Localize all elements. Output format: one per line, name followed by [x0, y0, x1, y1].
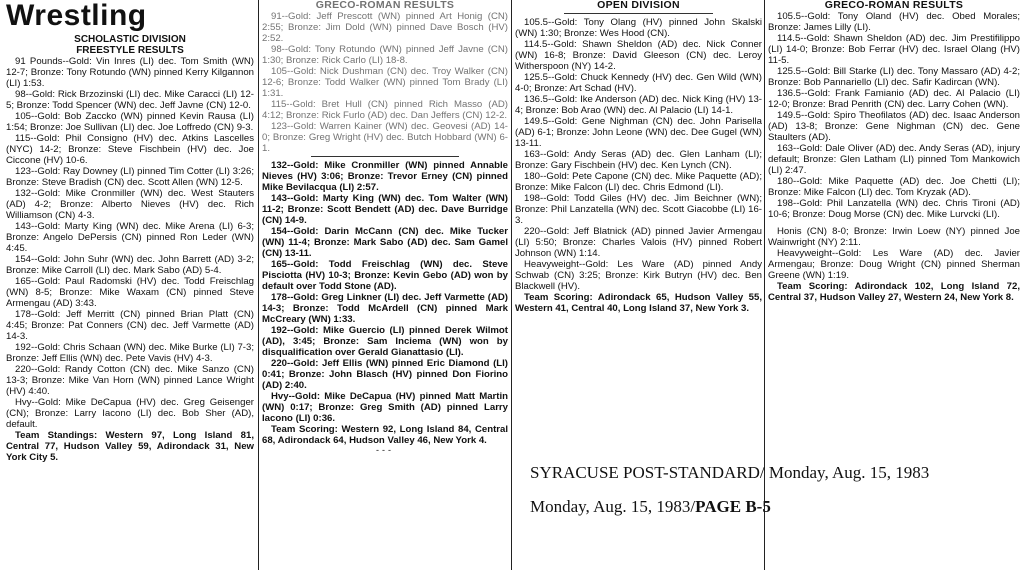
- result-paragraph: 136.5--Gold: Frank Famianio (AD) dec. Al Palacio (LI) 12-0; Bronze: Brad Penrith (CN) dec. Larry Cohen (WN).: [768, 88, 1020, 110]
- result-paragraph: 125.5--Gold: Chuck Kennedy (HV) dec. Gen Wild (WN) 4-0; Bronze: Art Schad (HV).: [515, 72, 762, 94]
- result-paragraph: 143--Gold: Marty King (WN) dec. Tom Walter (WN) 11-2; Bronze: Scott Bendett (AD) dec. Dave Burridge (CN) 14-9.: [262, 193, 508, 226]
- result-paragraph: 220--Gold: Randy Cotton (CN) dec. Mike Sanzo (CN) 13-3; Bronze: Mike Van Horn (WN) pinned Lance Wright (HV) 4:40.: [6, 364, 254, 397]
- result-paragraph: 198--Gold: Phil Lanzatella (WN) dec. Chris Tironi (AD) 10-6; Bronze: Doug Morse (CN) dec. Mike Lurvcki (LI).: [768, 198, 1020, 220]
- result-paragraph: 178--Gold: Jeff Merritt (CN) pinned Brian Platt (CN) 4:45; Bronze: Pat Conners (CN) dec. Jeff Varmette (AD) 14-3.: [6, 309, 254, 342]
- result-paragraph: 220--Gold: Jeff Blatnick (AD) pinned Javier Armengau (LI) 5:50; Bronze: Charles Valois (HV) pinned Robert Johnson (WN) 1:14.: [515, 226, 762, 259]
- result-paragraph: Team Standings: Western 97, Long Island 81, Central 77, Hudson Valley 59, Adirondack 31, New York City 5.: [6, 430, 254, 463]
- end-marker: ---: [376, 445, 394, 455]
- division-heading: SCHOLASTIC DIVISION: [74, 34, 186, 45]
- publication-dateline: SYRACUSE POST-STANDARD/ Monday, Aug. 15, 1983: [530, 463, 930, 482]
- result-paragraph: 98--Gold: Tony Rotundo (WN) pinned Jeff Javne (CN) 1:30; Bronze: Rick Carlo (LI) 18-8.: [262, 44, 508, 66]
- faded-results-list: [262, 11, 508, 154]
- result-paragraph: 180--Gold: Pete Capone (CN) dec. Mike Paquette (AD); Bronze: Mike Falcon (LI) dec. Chris Edmond (LI).: [515, 171, 762, 193]
- result-paragraph: 125.5--Gold: Bill Starke (LI) dec. Tony Massaro (AD) 4-2; Bronze: Bob Pannariello (LI) dec. Safir Kadircan (WN).: [768, 66, 1020, 88]
- result-paragraph: 192--Gold: Chris Schaan (WN) dec. Mike Burke (LI) 7-3; Bronze: Jeff Ellis (WN) dec. Pete Vavis (HV) 4-3.: [6, 342, 254, 364]
- result-paragraph: Team Scoring: Adirondack 65, Hudson Valley 55, Western 41, Central 40, Long Island 37, New York 3.: [515, 292, 762, 314]
- result-paragraph: Heavyweight--Gold: Les Ware (AD) dec. Javier Armengau; Bronze: Doug Wright (CN) pinned Sherman Greene (WN) 1:19.: [768, 248, 1020, 281]
- greco-roman-scholastic-column: [262, 0, 508, 570]
- result-paragraph: 163--Gold: Dale Oliver (AD) dec. Andy Seras (AD), injury default; Bronze: Glen Latham (LI) pinned Tom Mankowich (LI) 2:47.: [768, 143, 1020, 176]
- result-paragraph: Team Scoring: Adirondack 102, Long Island 72, Central 37, Hudson Valley 27, Western 24, New York 8.: [768, 281, 1020, 303]
- page-date: Monday, Aug. 15, 1983/: [530, 497, 696, 516]
- result-paragraph: 114.5--Gold: Shawn Sheldon (AD) dec. Nick Conner (WN) 16-8; Bronze: David Gleeson (CN) dec. Leroy Witherspoon (NY) 14-2.: [515, 39, 762, 72]
- result-paragraph: 149.5--Gold: Spiro Theofilatos (AD) dec. Isaac Anderson (AD) 13-8; Bronze: Gene Nighman (CN) dec. Gene Staulters (AD).: [768, 110, 1020, 143]
- result-paragraph: Honis (CN) 8-0; Bronze: Irwin Loew (NY) pinned Joe Wainwright (NY) 2:11.: [768, 226, 1020, 248]
- division-heading: GRECO-ROMAN RESULTS: [824, 0, 964, 11]
- result-paragraph: 115--Gold: Bret Hull (CN) pinned Rich Masso (AD) 4:12; Bronze: Rick Furlo (AD) dec. Dan Jeffers (CN) 12-2.: [262, 99, 508, 121]
- result-paragraph: 114.5--Gold: Shawn Sheldon (AD) dec. Jim Prestifilippo (LI) 14-0; Bronze: Bob Ferrar (HV) dec. Israel Olang (HV) 11-5.: [768, 33, 1020, 66]
- result-paragraph: Hvy--Gold: Mike DeCapua (HV) dec. Greg Geisenger (CN); Bronze: Larry Iacono (LI) dec. Bob Sher (AD), default.: [6, 397, 254, 430]
- result-paragraph: 165--Gold: Paul Radomski (HV) dec. Todd Freischlag (WN) 8-5; Bronze: Mike Waxam (CN) pinned Steve Armengau (AD) 3:43.: [6, 276, 254, 309]
- division-heading: GRECO-ROMAN RESULTS: [315, 0, 455, 11]
- result-paragraph: Hvy--Gold: Mike DeCapua (HV) pinned Matt Martin (WN) 0:17; Bronze: Greg Smith (AD) pinned Larry Iacono (LI) 0:36.: [262, 391, 508, 424]
- column-rule: [258, 0, 259, 570]
- divider: [564, 13, 712, 14]
- result-paragraph: 136.5--Gold: Ike Anderson (AD) dec. Nick King (HV) 13-4; Bronze: Bob Arao (WN) dec. Al Palacio (LI) 14-1.: [515, 94, 762, 116]
- results-list: [262, 160, 508, 446]
- masthead-title: Wrestling: [6, 0, 147, 32]
- page-number: PAGE B-5: [695, 497, 771, 516]
- results-list: [515, 17, 762, 314]
- results-subheading: FREESTYLE RESULTS: [76, 45, 184, 56]
- result-paragraph: 154--Gold: Darin McCann (CN) dec. Mike Tucker (WN) 11-4; Bronze: Mark Sabo (AD) dec. Sam Gamel (CN) 13-11.: [262, 226, 508, 259]
- division-heading: OPEN DIVISION: [597, 0, 680, 11]
- result-paragraph: 132--Gold: Mike Cronmiller (WN) pinned Annable Nieves (HV) 3:06; Bronze: Trevor Erney (CN) pinned Mike Bevilacqua (LI) 2:57.: [262, 160, 508, 193]
- result-paragraph: 143--Gold: Marty King (WN) dec. Mike Arena (LI) 6-3; Bronze: Angelo DePersis (CN) pinned Ron Leder (WN) 4:45.: [6, 221, 254, 254]
- result-paragraph: 154--Gold: John Suhr (WN) dec. John Barrett (AD) 3-2; Bronze: Mike Carroll (LI) dec. Mark Sabo (AD) 5-4.: [6, 254, 254, 276]
- page-number-line: [530, 497, 1000, 517]
- results-list: [6, 56, 254, 463]
- results-list: [768, 11, 1020, 303]
- result-paragraph: 165--Gold: Todd Freischlag (WN) dec. Steve Pisciotta (HV) 10-3; Bronze: Kevin Gebo (AD) won by default over Todd Stone (AD).: [262, 259, 508, 292]
- result-paragraph: 178--Gold: Greg Linkner (LI) dec. Jeff Varmette (AD) 14-3; Bronze: Todd McArdell (CN) pinned Mark McCreary (WN) 1:33.: [262, 292, 508, 325]
- result-paragraph: Team Scoring: Western 92, Long Island 84, Central 68, Adirondack 64, Hudson Valley 46, New York 4.: [262, 424, 508, 446]
- result-paragraph: 163--Gold: Andy Seras (AD) dec. Glen Lanham (LI); Bronze: Gary Fischbein (HV) dec. Ken Lynch (CN).: [515, 149, 762, 171]
- scholastic-freestyle-column: [6, 0, 254, 570]
- result-paragraph: 220--Gold: Jeff Ellis (WN) pinned Eric Diamond (LI) 0:41; Bronze: John Blasch (HV) pinned Don Fiorino (AD) 2:40.: [262, 358, 508, 391]
- result-paragraph: 105--Gold: Nick Dushman (CN) dec. Troy Walker (CN) 12-6; Bronze: Todd Walker (WN) pinned Tom Brady (LI) 1:31.: [262, 66, 508, 99]
- divider: [311, 156, 459, 157]
- result-paragraph: 132--Gold: Mike Cronmiller (WN) dec. West Stauters (AD) 4-2; Bronze: Alberto Nieves (HV) dec. Rich Williamson (CN) 4-3.: [6, 188, 254, 221]
- column-rule: [511, 0, 512, 570]
- result-paragraph: 123--Gold: Warren Kainer (WN) dec. Geovesi (AD) 14-0; Bronze: Greg Wright (HV) dec. Butch Hobbard (WN) 6-1.: [262, 121, 508, 154]
- result-paragraph: 180--Gold: Mike Paquette (AD) dec. Joe Chetti (LI); Bronze: Mike Falcon (LI) dec. Tom Kryzak (AD).: [768, 176, 1020, 198]
- result-paragraph: 115--Gold: Phil Consigno (HV) dec. Atkins Lascelles (NYC) 14-2; Bronze: Steve Fischbein (HV) dec. Joe Ciccone (HV) 10-6.: [6, 133, 254, 166]
- page-dateline: [530, 463, 1000, 531]
- result-paragraph: 123--Gold: Ray Downey (LI) pinned Tim Cotter (LI) 3:26; Bronze: Steve Bradish (CN) dec. Scott Allen (WN) 12-5.: [6, 166, 254, 188]
- result-paragraph: 98--Gold: Rick Brzozinski (LI) dec. Mike Caracci (LI) 12-5; Bronze: Todd Spencer (WN) dec. Jeff Javne (CN) 12-0.: [6, 89, 254, 111]
- result-paragraph: 91--Gold: Jeff Prescott (WN) pinned Art Honig (CN) 2:55; Bronze: Jim Dold (WN) pinned Dave Bosch (HV) 2:52.: [262, 11, 508, 44]
- result-paragraph: 105.5--Gold: Tony Olang (HV) pinned John Skalski (WN) 1:30; Bronze: Wes Hood (CN).: [515, 17, 762, 39]
- result-paragraph: 198--Gold: Todd Giles (HV) dec. Jim Beichner (WN); Bronze: Phil Lanzatella (WN) dec. Scott Giacobbe (LI) 16-3.: [515, 193, 762, 226]
- result-paragraph: Heavyweight--Gold: Les Ware (AD) pinned Andy Schwab (CN) 3:25; Bronze: Kirk Butryn (HV) dec. Ben Blackwell (HV).: [515, 259, 762, 292]
- result-paragraph: 91 Pounds--Gold: Vin Inres (LI) dec. Tom Smith (WN) 12-7; Bronze: Tony Rotundo (WN) pinned Kerry Kilgannon (LI) 1:53.: [6, 56, 254, 89]
- result-paragraph: 105.5--Gold: Tony Oland (HV) dec. Obed Morales; Bronze: James Lilly (LI).: [768, 11, 1020, 33]
- result-paragraph: 192--Gold: Mike Guercio (LI) pinned Derek Wilmot (AD), 3:45; Bronze: Sam Inciema (WN) won by disqualification over Gerald Gianattasio (LI).: [262, 325, 508, 358]
- result-paragraph: 105--Gold: Bob Zaccko (WN) pinned Kevin Rausa (LI) 1:54; Bronze: Joe Sullivan (LI) dec. Joe Loffredo (CN) 9-3.: [6, 111, 254, 133]
- result-paragraph: 149.5--Gold: Gene Nighman (CN) dec. John Parisella (AD) 6-1; Bronze: John Leone (WN) dec. Dee Gugel (WN) 13-11.: [515, 116, 762, 149]
